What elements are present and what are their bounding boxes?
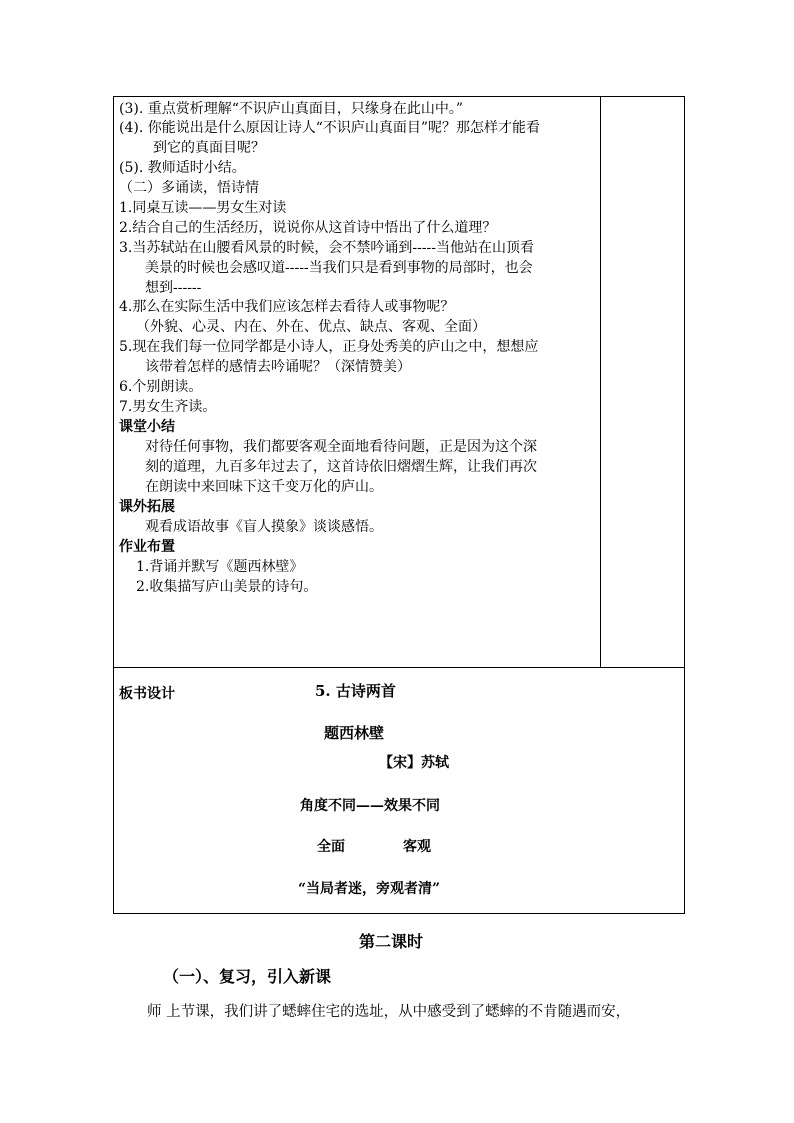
section-2-item-4-note: （外貌、心灵、内在、外在、优点、缺点、客观、全面） bbox=[136, 319, 486, 335]
board-point-2b: 客观 bbox=[403, 839, 431, 855]
section-2-heading: （二）多诵读，悟诗情 bbox=[119, 180, 259, 196]
summary-line-2: 刻的道理，九百多年过去了，这首诗依旧熠熠生辉，让我们再次 bbox=[145, 459, 537, 475]
board-point-2a: 全面 bbox=[317, 839, 345, 855]
board-label: 板书设计 bbox=[119, 686, 175, 702]
paragraph-text: 师 上节课，我们讲了蟋蟀住宅的选址，从中感受到了蟋蟀的不肯随遇而安， bbox=[147, 1004, 631, 1020]
board-author: 【宋】苏轼 bbox=[379, 755, 449, 771]
board-quote: “当局者迷，旁观者清” bbox=[298, 881, 441, 897]
table-column-divider bbox=[600, 96, 601, 668]
section-heading: （一）、复习，引入新课 bbox=[163, 967, 332, 986]
step-4-line2: 到它的真面目呢？ bbox=[153, 140, 265, 156]
step-5: (5). 教师适时小结。 bbox=[119, 160, 246, 176]
table-row-divider bbox=[113, 667, 685, 668]
section-2-item-7: 7.男女生齐读。 bbox=[119, 399, 217, 415]
section-2-item-5-line2: 该带着怎样的感情去吟诵呢？（深情赞美） bbox=[145, 359, 411, 375]
board-point-1: 角度不同——效果不同 bbox=[300, 798, 440, 814]
homework-item-2: 2.收集描写庐山美景的诗句。 bbox=[136, 579, 318, 595]
session-title: 第二课时 bbox=[359, 932, 424, 951]
section-2-item-1: 1.同桌互读——男女生对读 bbox=[119, 200, 287, 216]
summary-heading: 课堂小结 bbox=[119, 419, 175, 435]
board-poem-title: 题西林壁 bbox=[324, 724, 385, 742]
summary-line-1: 对待任何事物，我们都要客观全面地看待问题，正是因为这个深 bbox=[145, 439, 537, 455]
homework-item-1: 1.背诵并默写《题西林壁》 bbox=[136, 559, 304, 575]
section-2-item-3-line3: 想到------ bbox=[145, 280, 202, 296]
extension-line-1: 观看成语故事《盲人摸象》谈谈感悟。 bbox=[145, 519, 383, 535]
summary-line-3: 在朗读中来回味下这千变万化的庐山。 bbox=[145, 479, 383, 495]
extension-heading: 课外拓展 bbox=[119, 499, 175, 515]
section-2-item-3-line2: 美景的时候也会感叹道-----当我们只是看到事物的局部时，也会 bbox=[145, 260, 533, 276]
step-4-line1: (4). 你能说出是什么原因让诗人“不识庐山真面目”呢？那怎样才能看 bbox=[119, 120, 541, 136]
section-2-item-5-line1: 5.现在我们每一位同学都是小诗人，正身处秀美的庐山之中，想想应 bbox=[119, 339, 539, 355]
section-2-item-2: 2.结合自己的生活经历，说说你从这首诗中悟出了什么道理？ bbox=[119, 220, 497, 236]
board-title: 5. 古诗两首 bbox=[315, 682, 396, 700]
section-2-item-6: 6.个别朗读。 bbox=[119, 379, 203, 395]
section-2-item-4: 4.那么在实际生活中我们应该怎样去看待人或事物呢？ bbox=[119, 299, 455, 315]
step-3: (3). 重点赏析理解“不识庐山真面目，只缘身在此山中。” bbox=[119, 101, 464, 117]
section-2-item-3-line1: 3.当苏轼站在山腰看风景的时候，会不禁吟诵到-----当他站在山顶看 bbox=[119, 240, 535, 256]
homework-heading: 作业布置 bbox=[119, 539, 175, 555]
